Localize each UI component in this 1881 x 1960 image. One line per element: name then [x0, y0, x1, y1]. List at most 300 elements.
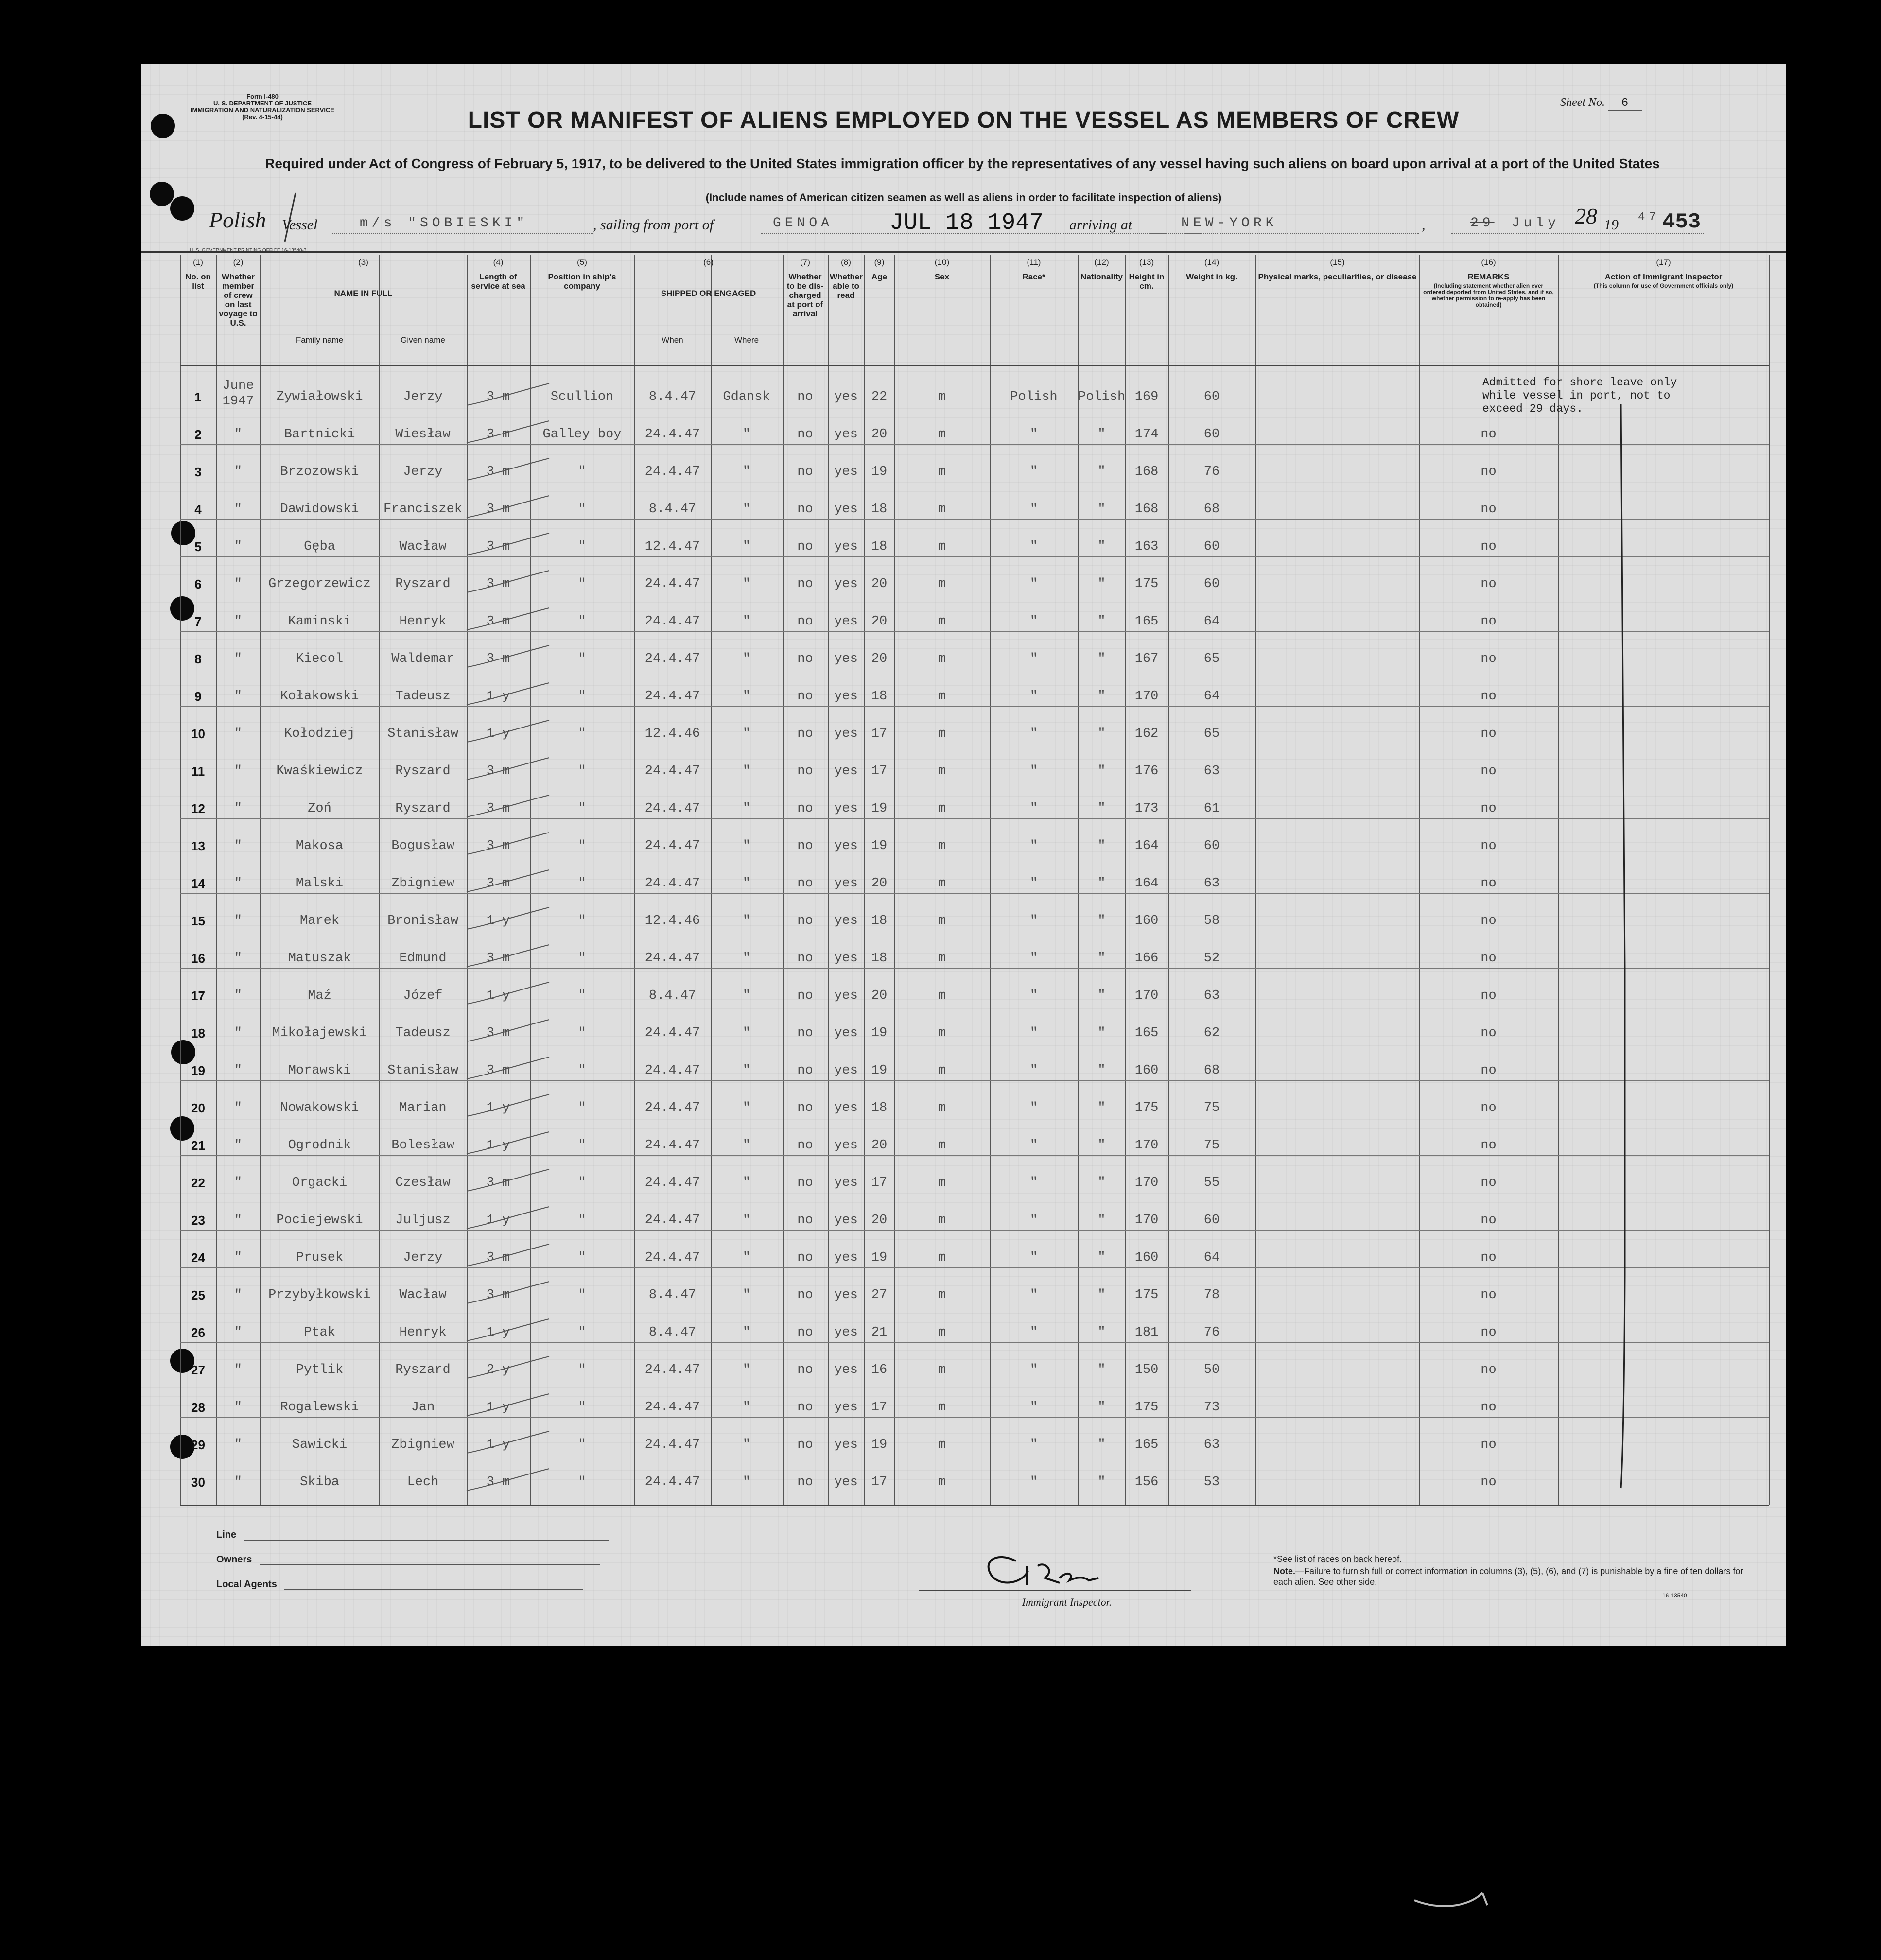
owners-label: Owners: [216, 1554, 252, 1565]
height-cell: 166: [1134, 951, 1159, 966]
port-to: NEW-YORK: [1181, 216, 1278, 231]
position-cell: ": [578, 1213, 586, 1228]
shipped-when-cell: 24.4.47: [644, 689, 700, 704]
remarks-cell: no: [1480, 1101, 1497, 1115]
weight-cell: 52: [1203, 951, 1220, 966]
row-number: 30: [191, 1475, 205, 1490]
remarks-cell: no: [1480, 1138, 1497, 1153]
shipped-where-cell: ": [742, 951, 751, 966]
column-number: (15): [1330, 258, 1345, 267]
weight-cell: 75: [1203, 1138, 1220, 1153]
column-number: (16): [1481, 258, 1496, 267]
race-cell: ": [1029, 1101, 1038, 1115]
service-check-mark: [462, 1167, 554, 1196]
sex-cell: m: [938, 689, 946, 704]
requirement-statement: Required under Act of Congress of February 5, 1917, to be delivered to the United States immigration officer by the representatives of any vessel having such aliens on board upon arrival at a port of the United States: [265, 156, 1660, 171]
age-cell: 18: [871, 539, 888, 554]
service-length-cell: 1 y: [486, 1101, 510, 1115]
discharge-cell: no: [797, 1250, 813, 1265]
service-length-cell: 1 y: [486, 1325, 510, 1340]
column-header: Age: [871, 272, 888, 281]
nationality-cell: ": [1097, 1325, 1106, 1340]
row-rule: [180, 1230, 1769, 1231]
shore-leave-remark: [1482, 376, 1735, 416]
shipped-when-cell: 24.4.47: [644, 465, 700, 479]
nationality-cell: Polish: [1078, 390, 1126, 404]
family-name-cell: Pytlik: [296, 1363, 344, 1377]
agents-label: Local Agents: [216, 1579, 277, 1590]
last-voyage-cell: ": [234, 876, 243, 891]
weight-cell: 64: [1203, 1250, 1220, 1265]
vessel-name-rule: [331, 233, 593, 234]
read-cell: yes: [834, 427, 858, 442]
printer-imprint: U. S. GOVERNMENT PRINTING OFFICE 16-13540-3: [190, 248, 307, 253]
read-cell: yes: [834, 801, 858, 816]
column-header: Action of Immigrant Inspector: [1604, 272, 1723, 281]
discharge-cell: no: [797, 1363, 813, 1377]
height-cell: 156: [1134, 1475, 1159, 1490]
height-cell: 165: [1134, 1026, 1159, 1041]
sheet-number-value: 6: [1608, 97, 1642, 111]
height-cell: 160: [1134, 914, 1159, 928]
service-length-cell: 3 m: [486, 1063, 510, 1078]
given-name-cell: Ryszard: [395, 577, 451, 591]
last-voyage-cell: ": [234, 951, 243, 966]
column-subnote: (This column for use of Government officials only): [1593, 282, 1734, 289]
race-cell: ": [1029, 764, 1038, 779]
weight-cell: 63: [1203, 764, 1220, 779]
row-number: 2: [194, 427, 202, 442]
form-revision: (Rev. 4-15-44): [242, 113, 283, 121]
service-check-mark: [462, 830, 554, 859]
position-cell: ": [578, 727, 586, 741]
position-cell: ": [578, 1400, 586, 1415]
read-cell: yes: [834, 390, 858, 404]
service-length-cell: 3 m: [486, 1475, 510, 1490]
given-name-cell: Bolesław: [391, 1138, 454, 1153]
shipped-where-cell: ": [742, 539, 751, 554]
family-name-cell: Brzozowski: [280, 465, 359, 479]
service-check-mark: [462, 418, 554, 448]
last-voyage-cell: ": [234, 914, 243, 928]
family-name-cell: Mikołajewski: [272, 1026, 367, 1041]
height-cell: 175: [1134, 1400, 1159, 1415]
height-cell: 170: [1134, 1138, 1159, 1153]
last-voyage-cell: ": [234, 1213, 243, 1228]
sex-cell: m: [938, 1101, 946, 1115]
given-name-cell: Tadeusz: [395, 689, 451, 704]
service-length-cell: 1 y: [486, 1138, 510, 1153]
family-name-cell: Skiba: [299, 1475, 339, 1490]
last-voyage-cell: ": [234, 1101, 243, 1115]
family-name-cell: Ogrodnik: [288, 1138, 351, 1153]
height-cell: 170: [1134, 1176, 1159, 1190]
row-number: 18: [191, 1026, 205, 1041]
race-cell: ": [1029, 1026, 1038, 1041]
service-check-mark: [462, 606, 554, 635]
service-length-cell: 3 m: [486, 764, 510, 779]
row-number: 25: [191, 1288, 205, 1302]
shipped-when-cell: 24.4.47: [644, 876, 700, 891]
read-cell: yes: [834, 764, 858, 779]
given-name-cell: Ryszard: [395, 1363, 451, 1377]
race-cell: ": [1029, 502, 1038, 517]
shipped-when-cell: 8.4.47: [648, 1288, 697, 1302]
height-cell: 160: [1134, 1063, 1159, 1078]
service-check-mark: [462, 568, 554, 597]
service-check-mark: [462, 643, 554, 672]
position-cell: ": [578, 1475, 586, 1490]
given-name-cell: Zbigniew: [391, 1438, 454, 1452]
row-number: 10: [191, 727, 205, 741]
age-cell: 19: [871, 1250, 888, 1265]
race-cell: ": [1029, 801, 1038, 816]
age-cell: 18: [871, 951, 888, 966]
column-header: REMARKS: [1467, 272, 1510, 281]
service-length-cell: 3 m: [486, 465, 510, 479]
weight-cell: 64: [1203, 689, 1220, 704]
weight-cell: 61: [1203, 801, 1220, 816]
given-name-cell: Jerzy: [403, 465, 443, 479]
last-voyage-cell: ": [234, 502, 243, 517]
given-name-cell: Juljusz: [395, 1213, 451, 1228]
nationality-cell: ": [1097, 914, 1106, 928]
discharge-cell: no: [797, 689, 813, 704]
line-blank: [244, 1540, 609, 1541]
discharge-cell: no: [797, 839, 813, 853]
column-number: (14): [1204, 258, 1219, 267]
row-rule: [180, 556, 1769, 557]
nationality-cell: ": [1097, 652, 1106, 666]
service-length-cell: 1 y: [486, 1438, 510, 1452]
shipped-where-cell: ": [742, 652, 751, 666]
weight-cell: 68: [1203, 1063, 1220, 1078]
row-rule: [180, 444, 1769, 445]
weight-cell: 63: [1203, 876, 1220, 891]
service-length-cell: 3 m: [486, 876, 510, 891]
remarks-cell: no: [1480, 502, 1497, 517]
age-cell: 16: [871, 1363, 888, 1377]
row-number: 21: [191, 1138, 205, 1153]
shipped-where-cell: ": [742, 427, 751, 442]
discharge-cell: no: [797, 390, 813, 404]
position-cell: ": [578, 1101, 586, 1115]
service-check-mark: [462, 755, 554, 784]
crew-table: [180, 255, 1769, 1505]
given-name-cell: Waldemar: [391, 652, 454, 666]
row-rule: [180, 631, 1769, 632]
service-length-cell: 3 m: [486, 1250, 510, 1265]
weight-cell: 75: [1203, 1101, 1220, 1115]
discharge-cell: no: [797, 764, 813, 779]
height-cell: 167: [1134, 652, 1159, 666]
last-voyage-cell: June 1947: [222, 379, 254, 409]
service-length-cell: 3 m: [486, 539, 510, 554]
race-cell: ": [1029, 1400, 1038, 1415]
column-header: Whether member of crew on last voyage to U.S.: [219, 272, 258, 328]
nationality-cell: ": [1097, 577, 1106, 591]
service-check-mark: [462, 1391, 554, 1421]
remarks-cell: no: [1480, 727, 1497, 741]
service-length-cell: 3 m: [486, 502, 510, 517]
row-number: 11: [191, 764, 205, 779]
family-name-cell: Gęba: [304, 539, 335, 554]
shipped-when-cell: 24.4.47: [644, 1363, 700, 1377]
age-cell: 19: [871, 1026, 888, 1041]
nationality-cell: ": [1097, 689, 1106, 704]
race-cell: ": [1029, 876, 1038, 891]
service-length-cell: 1 y: [486, 1213, 510, 1228]
service-length-cell: 3 m: [486, 1288, 510, 1302]
shipped-where-cell: ": [742, 1475, 751, 1490]
read-cell: yes: [834, 1250, 858, 1265]
discharge-cell: no: [797, 1288, 813, 1302]
race-cell: ": [1029, 1176, 1038, 1190]
race-cell: ": [1029, 989, 1038, 1003]
remark-line: while vessel in port, not to: [1482, 389, 1671, 402]
weight-cell: 58: [1203, 914, 1220, 928]
given-name-cell: Tadeusz: [395, 1026, 451, 1041]
page-stamp-number: 453: [1662, 210, 1701, 234]
nationality-cell: ": [1097, 951, 1106, 966]
row-number: 17: [191, 989, 205, 1003]
received-stamp: JUL 18 1947: [889, 210, 1044, 236]
position-cell: ": [578, 1363, 586, 1377]
height-cell: 168: [1134, 465, 1159, 479]
shipped-where-cell: Gdansk: [723, 390, 770, 404]
row-number: 15: [191, 914, 205, 928]
flag-handwritten: Polish: [209, 208, 266, 232]
weight-cell: 65: [1203, 727, 1220, 741]
race-cell: ": [1029, 1138, 1038, 1153]
discharge-cell: no: [797, 1400, 813, 1415]
sailing-label: , sailing from port of: [593, 217, 714, 233]
weight-cell: 60: [1203, 539, 1220, 554]
family-name-cell: Makosa: [296, 839, 344, 853]
remarks-cell: no: [1480, 1288, 1497, 1302]
weight-cell: 76: [1203, 465, 1220, 479]
row-number: 14: [191, 876, 205, 891]
include-note: (Include names of American citizen seamen as well as aliens in order to facilitate inspection of aliens): [705, 191, 1222, 204]
height-cell: 150: [1134, 1363, 1159, 1377]
given-name-cell: Bronisław: [387, 914, 458, 928]
position-cell: ": [578, 502, 586, 517]
nationality-cell: ": [1097, 839, 1106, 853]
weight-cell: 55: [1203, 1176, 1220, 1190]
position-cell: ": [578, 989, 586, 1003]
row-number: 4: [194, 502, 202, 517]
discharge-cell: no: [797, 951, 813, 966]
service-check-mark: [462, 942, 554, 971]
read-cell: yes: [834, 539, 858, 554]
column-number: (12): [1094, 258, 1109, 267]
row-rule: [180, 1080, 1769, 1081]
read-cell: yes: [834, 1288, 858, 1302]
given-name-cell: Józef: [403, 989, 443, 1003]
read-cell: yes: [834, 1363, 858, 1377]
sex-cell: m: [938, 951, 946, 966]
service-length-cell: 3 m: [486, 427, 510, 442]
last-voyage-cell: ": [234, 1063, 243, 1078]
remarks-cell: no: [1480, 1063, 1497, 1078]
weight-cell: 53: [1203, 1475, 1220, 1490]
service-check-mark: [462, 456, 554, 485]
race-cell: ": [1029, 1325, 1038, 1340]
row-rule: [180, 519, 1769, 520]
nationality-cell: ": [1097, 1026, 1106, 1041]
age-cell: 19: [871, 839, 888, 853]
remarks-cell: no: [1480, 1026, 1497, 1041]
age-cell: 18: [871, 502, 888, 517]
column-divider: [1558, 255, 1559, 1505]
nationality-cell: ": [1097, 1363, 1106, 1377]
given-name-cell: Franciszek: [383, 502, 463, 517]
vessel-line: [209, 204, 1764, 239]
weight-cell: 73: [1203, 1400, 1220, 1415]
shipped-when-cell: 24.4.47: [644, 1250, 700, 1265]
shipped-where-cell: ": [742, 1288, 751, 1302]
read-cell: yes: [834, 1138, 858, 1153]
given-name-cell: Ryszard: [395, 801, 451, 816]
sex-cell: m: [938, 1438, 946, 1452]
race-cell: ": [1029, 1250, 1038, 1265]
service-length-cell: 1 y: [486, 727, 510, 741]
read-cell: yes: [834, 989, 858, 1003]
service-length-cell: 1 y: [486, 989, 510, 1003]
arrival-month: July: [1512, 216, 1560, 231]
column-header: Weight in kg.: [1186, 272, 1237, 281]
nationality-cell: ": [1097, 1438, 1106, 1452]
read-cell: yes: [834, 1438, 858, 1452]
family-name-cell: Przybyłkowski: [268, 1288, 371, 1302]
weight-cell: 60: [1203, 427, 1220, 442]
read-cell: yes: [834, 1101, 858, 1115]
age-cell: 27: [871, 1288, 888, 1302]
last-voyage-cell: ": [234, 1400, 243, 1415]
sex-cell: m: [938, 914, 946, 928]
read-cell: yes: [834, 1063, 858, 1078]
shipped-where-cell: ": [742, 1325, 751, 1340]
row-number: 24: [191, 1250, 205, 1265]
height-cell: 163: [1134, 539, 1159, 554]
row-number: 20: [191, 1101, 205, 1115]
read-cell: yes: [834, 727, 858, 741]
sex-cell: m: [938, 989, 946, 1003]
form-code: 16-13540: [1662, 1592, 1687, 1599]
service-check-mark: [462, 980, 554, 1009]
shipped-when-cell: 24.4.47: [644, 1138, 700, 1153]
discharge-cell: no: [797, 1101, 813, 1115]
nationality-cell: ": [1097, 614, 1106, 629]
family-name-cell: Prusek: [296, 1250, 344, 1265]
read-cell: yes: [834, 614, 858, 629]
given-name-cell: Zbigniew: [391, 876, 454, 891]
race-cell: ": [1029, 1063, 1038, 1078]
department: U. S. DEPARTMENT OF JUSTICE: [213, 100, 312, 107]
height-cell: 164: [1134, 839, 1159, 853]
shipped-when-cell: 24.4.47: [644, 839, 700, 853]
nationality-cell: ": [1097, 1176, 1106, 1190]
shipped-when-cell: 24.4.47: [644, 577, 700, 591]
column-header: Sex: [934, 272, 950, 281]
discharge-cell: no: [797, 1026, 813, 1041]
age-cell: 20: [871, 427, 888, 442]
remarks-cell: no: [1480, 1363, 1497, 1377]
service-length-cell: 2 y: [486, 1363, 510, 1377]
read-cell: yes: [834, 652, 858, 666]
shipped-where-cell: ": [742, 1063, 751, 1078]
service-check-mark: [462, 905, 554, 934]
last-voyage-cell: ": [234, 764, 243, 779]
position-cell: ": [578, 577, 586, 591]
read-cell: yes: [834, 1400, 858, 1415]
shipped-when-cell: 12.4.47: [644, 539, 700, 554]
shipped-when-cell: 24.4.47: [644, 1026, 700, 1041]
family-name-cell: Kołakowski: [280, 689, 359, 704]
height-cell: 164: [1134, 876, 1159, 891]
row-number: 5: [194, 539, 202, 554]
last-voyage-cell: ": [234, 1325, 243, 1340]
last-voyage-cell: ": [234, 427, 243, 442]
last-voyage-cell: ": [234, 1363, 243, 1377]
family-name-cell: Marek: [299, 914, 339, 928]
nationality-cell: ": [1097, 1400, 1106, 1415]
column-number: (2): [233, 258, 244, 267]
position-cell: ": [578, 1325, 586, 1340]
note-text: —Failure to furnish full or correct information in columns (3), (5), (6), and (7) is punishable by a fine of ten dollars for each alien. See other side.: [1273, 1566, 1743, 1587]
given-name-cell: Ryszard: [395, 764, 451, 779]
row-number: 12: [191, 801, 205, 816]
position-cell: ": [578, 801, 586, 816]
service-check-mark: [462, 1204, 554, 1233]
column-number: (13): [1139, 258, 1154, 267]
age-cell: 20: [871, 577, 888, 591]
vessel-label: Vessel: [282, 217, 318, 233]
shipped-where-cell: ": [742, 614, 751, 629]
nationality-cell: ": [1097, 1063, 1106, 1078]
service-length-cell: 3 m: [486, 614, 510, 629]
given-name-cell: Bogusław: [391, 839, 454, 853]
sex-cell: m: [938, 390, 946, 404]
shipped-when-cell: 8.4.47: [648, 1325, 697, 1340]
column-subheader: Given name: [401, 335, 445, 345]
nationality-cell: ": [1097, 764, 1106, 779]
given-name-cell: Henryk: [399, 1325, 447, 1340]
service-check-mark: [462, 1466, 554, 1495]
discharge-cell: no: [797, 427, 813, 442]
race-cell: ": [1029, 427, 1038, 442]
age-cell: 20: [871, 989, 888, 1003]
position-cell: ": [578, 1138, 586, 1153]
service-name: IMMIGRATION AND NATURALIZATION SERVICE: [190, 106, 335, 114]
service-check-mark: [462, 531, 554, 560]
row-number: 7: [194, 614, 202, 629]
age-cell: 18: [871, 1101, 888, 1115]
age-cell: 18: [871, 914, 888, 928]
service-check-mark: [462, 867, 554, 897]
column-header: Nationality: [1080, 272, 1123, 281]
family-name-cell: Zywiałowski: [276, 390, 363, 404]
discharge-cell: no: [797, 727, 813, 741]
row-number: 6: [194, 577, 202, 591]
column-subheader: When: [662, 335, 683, 345]
arriving-label: arriving at: [1069, 217, 1132, 233]
service-check-mark: [462, 680, 554, 710]
row-number: 29: [191, 1438, 205, 1452]
weight-cell: 60: [1203, 577, 1220, 591]
remark-line: Admitted for shore leave only: [1482, 376, 1677, 389]
column-subheader: Family name: [296, 335, 344, 345]
